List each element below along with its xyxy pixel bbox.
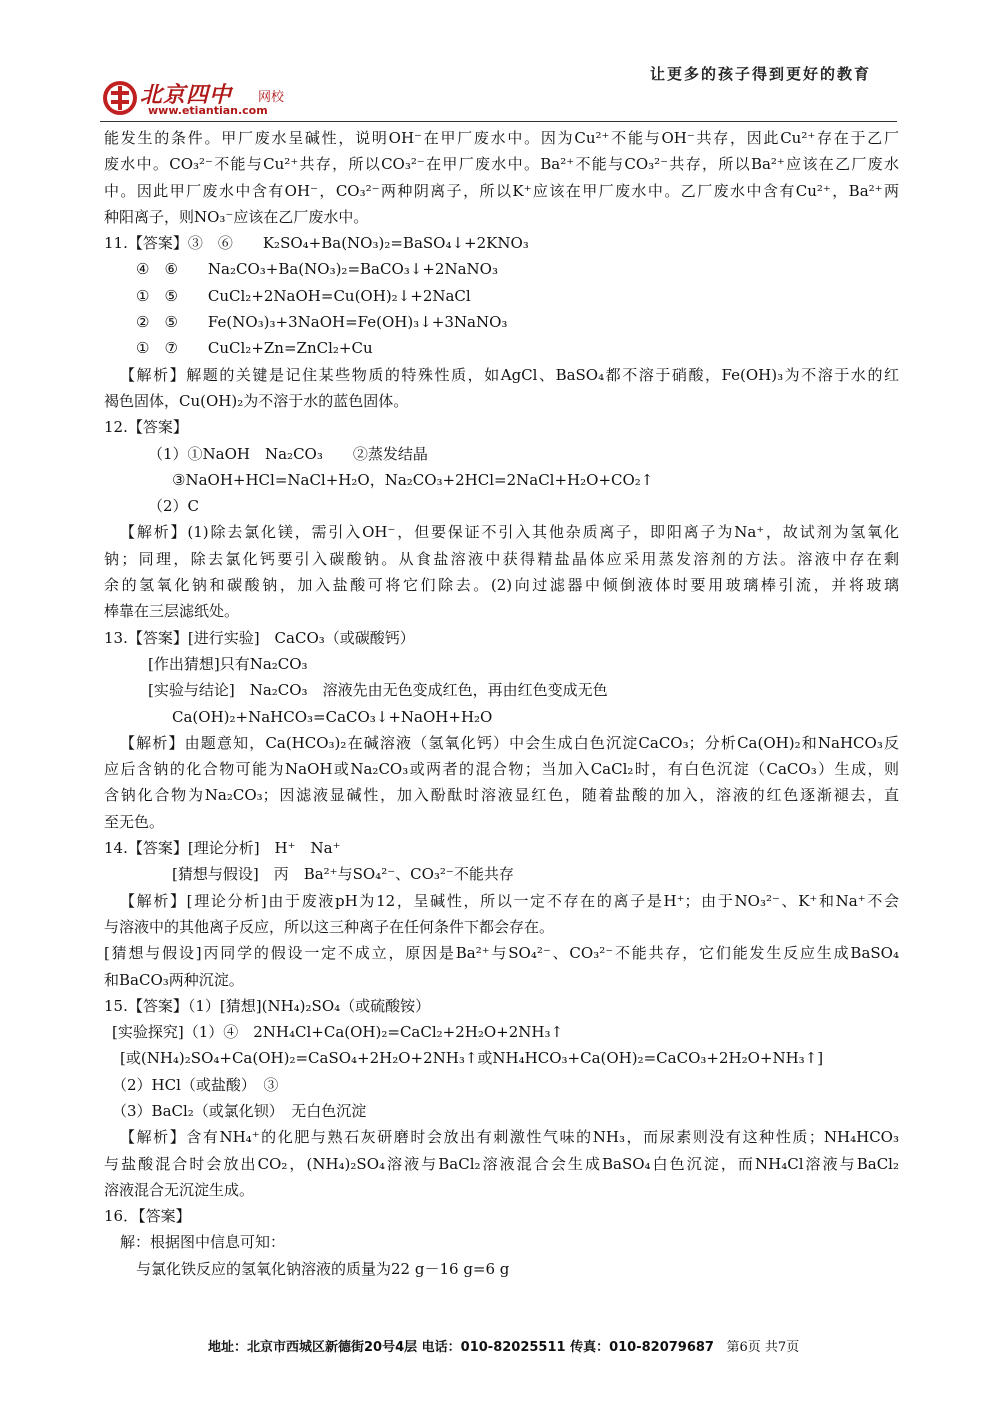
equation-line: ③NaOH+HCl=NaCl+H₂O，Na₂CO₃+2HCl=2NaCl+H₂O+CO₂↑ — [172, 470, 654, 489]
logo-text-cn: 北京四中 — [140, 82, 233, 108]
analysis-line: 应后含钠的化合物可能为NaOH或Na₂CO₃或两者的混合物；当加入CaCl₂时，有白色沉淀（CaCO₃）生成，则 — [104, 760, 899, 779]
answer-line: （1）①NaOH Na₂CO₃ ②蒸发结晶 — [148, 444, 428, 463]
analysis-line: 【解析】含有NH₄⁺的化肥与熟石灰研磨时会放出有刺激性气味的NH₃，而尿素则没有这种性质；NH₄HCO₃ — [120, 1128, 899, 1147]
answer-11-heading: 11.【答案】③ ⑥ K₂SO₄+Ba(NO₃)₂=BaSO₄↓+2KNO₃ — [104, 234, 529, 253]
solution-line: 与氯化铁反应的氢氧化钠溶液的质量为22 g－16 g=6 g — [136, 1259, 510, 1278]
equation-line: [或(NH₄)₂SO₄+Ca(OH)₂=CaSO₄+2H₂O+2NH₃↑或NH₄HCO₃+Ca(OH)₂=CaCO₃+2H₂O+NH₃↑] — [120, 1049, 824, 1068]
analysis-line: 【解析】(1)除去氯化镁，需引入OH⁻，但要保证不引入其他杂质离子，即阳离子为Na⁺，故试剂为氢氧化 — [120, 523, 899, 542]
answer-line: [作出猜想]只有Na₂CO₃ — [148, 654, 308, 673]
answer-line: （2）HCl（或盐酸） ③ — [112, 1075, 279, 1094]
equation-line: ② ⑤ Fe(NO₃)₃+3NaOH=Fe(OH)₃↓+3NaNO₃ — [136, 313, 508, 332]
analysis-line: 与盐酸混合时会放出CO₂，(NH₄)₂SO₄溶液与BaCl₂溶液混合会生成BaSO₄白色沉淀，而NH₄Cl溶液与BaCl₂ — [104, 1154, 899, 1173]
answer-line: （3）BaCl₂（或氯化钡） 无白色沉淀 — [112, 1101, 367, 1120]
analysis-line: 和BaCO₃两种沉淀。 — [104, 970, 244, 989]
logo-text-net: 网校 — [258, 90, 285, 105]
header-divider — [100, 121, 897, 122]
page-footer — [208, 1336, 799, 1355]
answer-12-heading: 12.【答案】 — [104, 418, 188, 437]
equation-line: ① ⑤ CuCl₂+2NaOH=Cu(OH)₂↓+2NaCl — [136, 286, 471, 305]
answer-content — [104, 125, 899, 1282]
logo-url: www.etiantian.com — [148, 104, 268, 117]
analysis-line: 褐色固体，Cu(OH)₂为不溶于水的蓝色固体。 — [104, 391, 409, 410]
analysis-line: 【解析】解题的关键是记住某些物质的特殊性质，如AgCl、BaSO₄都不溶于硝酸，Fe(OH)₃为不溶于水的红 — [120, 365, 899, 384]
answer-line: [实验与结论] Na₂CO₃ 溶液先由无色变成红色，再由红色变成无色 — [148, 681, 608, 700]
answer-line: （2）C — [148, 497, 200, 516]
analysis-line: 【解析】[理论分析]由于废液pH为12，呈碱性，所以一定不存在的离子是H⁺；由于NO₃²⁻、K⁺和Na⁺不会 — [120, 891, 899, 910]
page-number: 第6页 共7页 — [726, 1340, 800, 1355]
analysis-line: 钠；同理，除去氯化钙要引入碳酸钠。从食盐溶液中获得精盐晶体应采用蒸发溶剂的方法。溶液中存在剩 — [104, 549, 899, 568]
footer-address: 地址：北京市西城区新德街20号4层 电话：010-82025511 传真：010-82079687 — [208, 1340, 714, 1355]
analysis-line: 含钠化合物为Na₂CO₃；因滤液显碱性，加入酚酞时溶液显红色，随着盐酸的加入，溶液的红色逐渐褪去，直 — [104, 786, 899, 805]
answer-line: [实验探究]（1）④ 2NH₄Cl+Ca(OH)₂=CaCl₂+2H₂O+2NH₃↑ — [112, 1023, 564, 1042]
answer-16-heading: 16．【答案】 — [104, 1207, 191, 1226]
equation-line: ① ⑦ CuCl₂+Zn=ZnCl₂+Cu — [136, 339, 373, 358]
analysis-line: 溶液混合无沉淀生成。 — [104, 1180, 255, 1199]
analysis-line: 余的氢氧化钠和碳酸钠，加入盐酸可将它们除去。(2)向过滤器中倾倒液体时要用玻璃棒引流，并将玻璃 — [104, 576, 899, 595]
equation-line: Ca(OH)₂+NaHCO₃=CaCO₃↓+NaOH+H₂O — [172, 707, 493, 726]
text-line: 废水中。CO₃²⁻不能与Cu²⁺共存，所以CO₃²⁻在甲厂废水中。Ba²⁺不能与CO₃²⁻共存，所以Ba²⁺应该在乙厂废水 — [104, 155, 899, 174]
solution-line: 解：根据图中信息可知： — [120, 1233, 286, 1252]
equation-line: ④ ⑥ Na₂CO₃+Ba(NO₃)₂=BaCO₃↓+2NaNO₃ — [136, 260, 498, 279]
analysis-line: 【解析】由题意知，Ca(HCO₃)₂在碱溶液（氢氧化钙）中会生成白色沉淀CaCO₃；分析Ca(OH)₂和NaHCO₃反 — [120, 733, 899, 752]
analysis-line: 与溶液中的其他离子反应，所以这三种离子在任何条件下都会存在。 — [104, 917, 555, 936]
answer-14-heading: 14.【答案】[理论分析] H⁺ Na⁺ — [104, 839, 341, 858]
text-line: 能发生的条件。甲厂废水呈碱性，说明OH⁻在甲厂废水中。因为Cu²⁺不能与OH⁻共存，因此Cu²⁺存在于乙厂 — [104, 129, 899, 147]
answer-line: [猜想与假设] 丙 Ba²⁺与SO₄²⁻、CO₃²⁻不能共存 — [172, 865, 514, 884]
answer-15-heading: 15.【答案】（1）[猜想](NH₄)₂SO₄（或硫酸铵） — [104, 996, 431, 1015]
text-line: 中。因此甲厂废水中含有OH⁻，CO₃²⁻两种阴离子，所以K⁺应该在甲厂废水中。乙厂废水中含有Cu²⁺，Ba²⁺两 — [104, 181, 899, 200]
header-slogan: 让更多的孩子得到更好的教育 — [650, 65, 872, 83]
analysis-line: 棒靠在三层滤纸处。 — [104, 602, 240, 621]
answer-13-heading: 13.【答案】[进行实验] CaCO₃（或碳酸钙） — [104, 628, 415, 647]
analysis-line: [猜想与假设]丙同学的假设一定不成立，原因是Ba²⁺与SO₄²⁻、CO₃²⁻不能共存，它们能发生反应生成BaSO₄ — [104, 944, 899, 963]
analysis-line: 至无色。 — [104, 812, 165, 831]
text-line: 种阳离子，则NO₃⁻应该在乙厂废水中。 — [104, 207, 369, 226]
